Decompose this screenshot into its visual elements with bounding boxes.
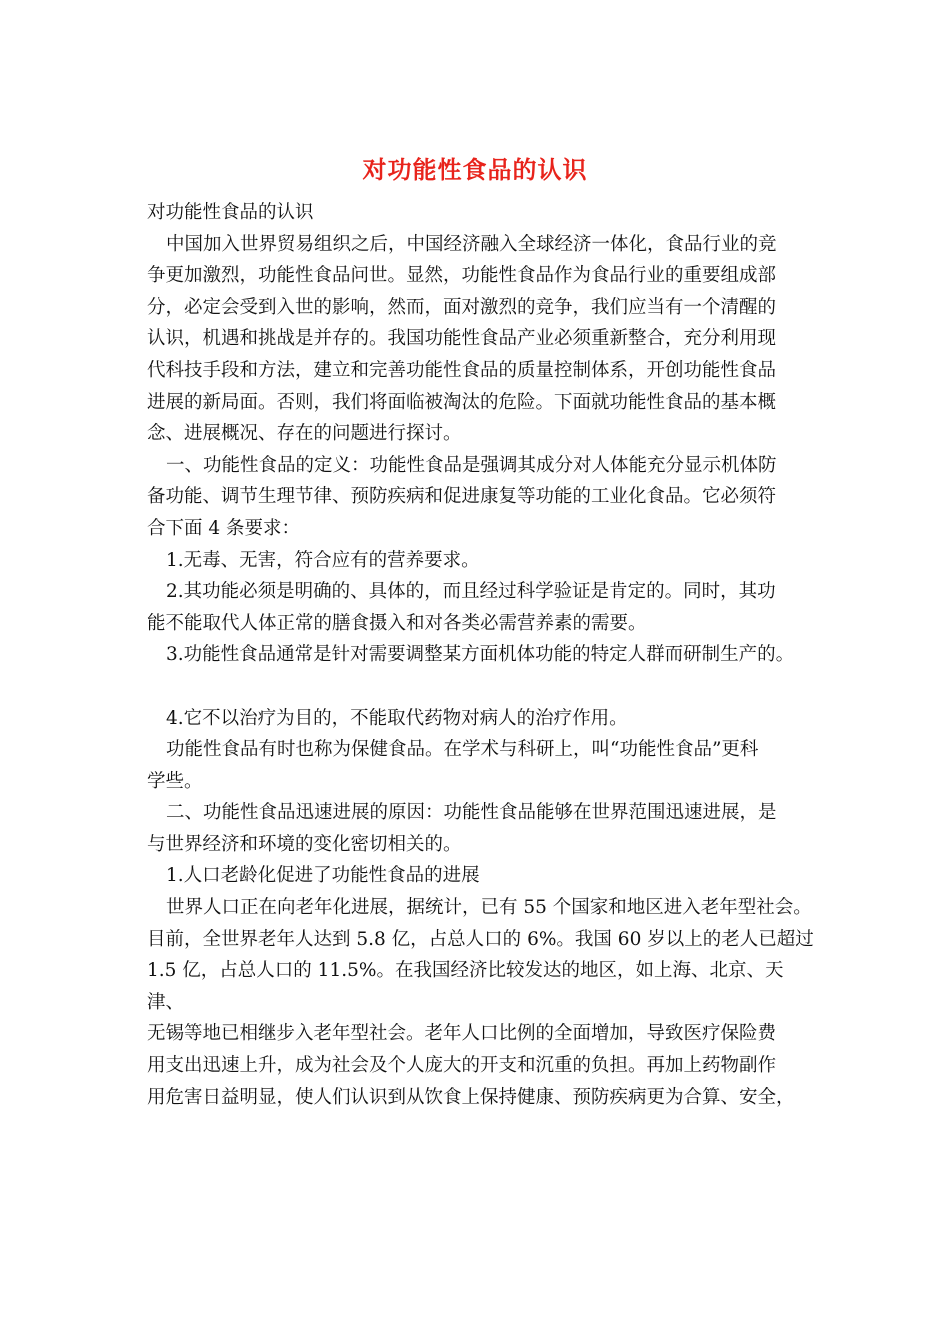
requirement-2-paragraph: 2.其功能必须是明确的、具体的，而且经过科学验证是肯定的。同时，其功 能不能取代人体正常的膳食摄入和对各类必需营养素的需要。 [147, 581, 776, 634]
requirement-1-paragraph: 1.无毒、无害，符合应有的营养要求。 [166, 549, 480, 571]
aging-heading-paragraph: 1.人口老龄化促进了功能性食品的进展 [166, 865, 480, 887]
subtitle-paragraph: 对功能性食品的认识 [147, 202, 314, 223]
requirement-3-paragraph: 3.功能性食品通常是针对需要调整某方面机体功能的特定人群而研制生产的。 [166, 644, 795, 666]
aging-detail-paragraph: 世界人口正在向老年化进展，据统计，已有 55 个国家和地区进入老年型社会。 目前，全世界老年人达到 5.8 亿，占总人口的 6%。我国 60 岁以上的老人已超过 1.5 亿，占总人口的 11.5%。在我国经济比较发达的地区，如上海、北京、天津、 无锡等地已相继步入老年型社会。老年人口比例的全面增加，导致医疗保险费 用支出迅速上升，成为社会及个人庞大的开支和沉重的负担。再加上药物副作 用危害日益明显，使人们认识到从饮食上保持健康、预防疾病更为合算、安全， [147, 897, 814, 1108]
intro-paragraph: 中国加入世界贸易组织之后，中国经济融入全球经济一体化，食品行业的竞 争更加激烈，功能性食品问世。显然，功能性食品作为食品行业的重要组成部 分，必定会受到入世的影响，然而，面对激烈的竞争，我们应当有一个清醒的 认识，机遇和挑战是并存的。我国功能性食品产业必须重新整合，充分利用现 代科技手段和方法，建立和完善功能性食品的质量控制体系，开创功能性食品 进展的新局面。否则，我们将面临被淘汰的危险。下面就功能性食品的基本概 念、进展概况、存在的问题进行探讨。 [147, 233, 777, 445]
reasons-paragraph: 二、功能性食品迅速进展的原因：功能性食品能够在世界范围迅速进展，是 与世界经济和环境的变化密切相关的。 [147, 802, 777, 855]
alias-paragraph: 功能性食品有时也称为保健食品。在学术与科研上，叫“功能性食品”更科 学些。 [147, 739, 759, 792]
blank-line [147, 671, 817, 703]
document-title: 对功能性食品的认识 [362, 155, 588, 184]
document-body [147, 197, 817, 1113]
definition-paragraph: 一、功能性食品的定义：功能性食品是强调其成分对人体能充分显示机体防 备功能、调节生理节律、预防疾病和促进康复等功能的工业化食品。它必须符 合下面 4 条要求： [147, 454, 777, 539]
requirement-4-paragraph: 4.它不以治疗为目的，不能取代药物对病人的治疗作用。 [166, 707, 628, 729]
